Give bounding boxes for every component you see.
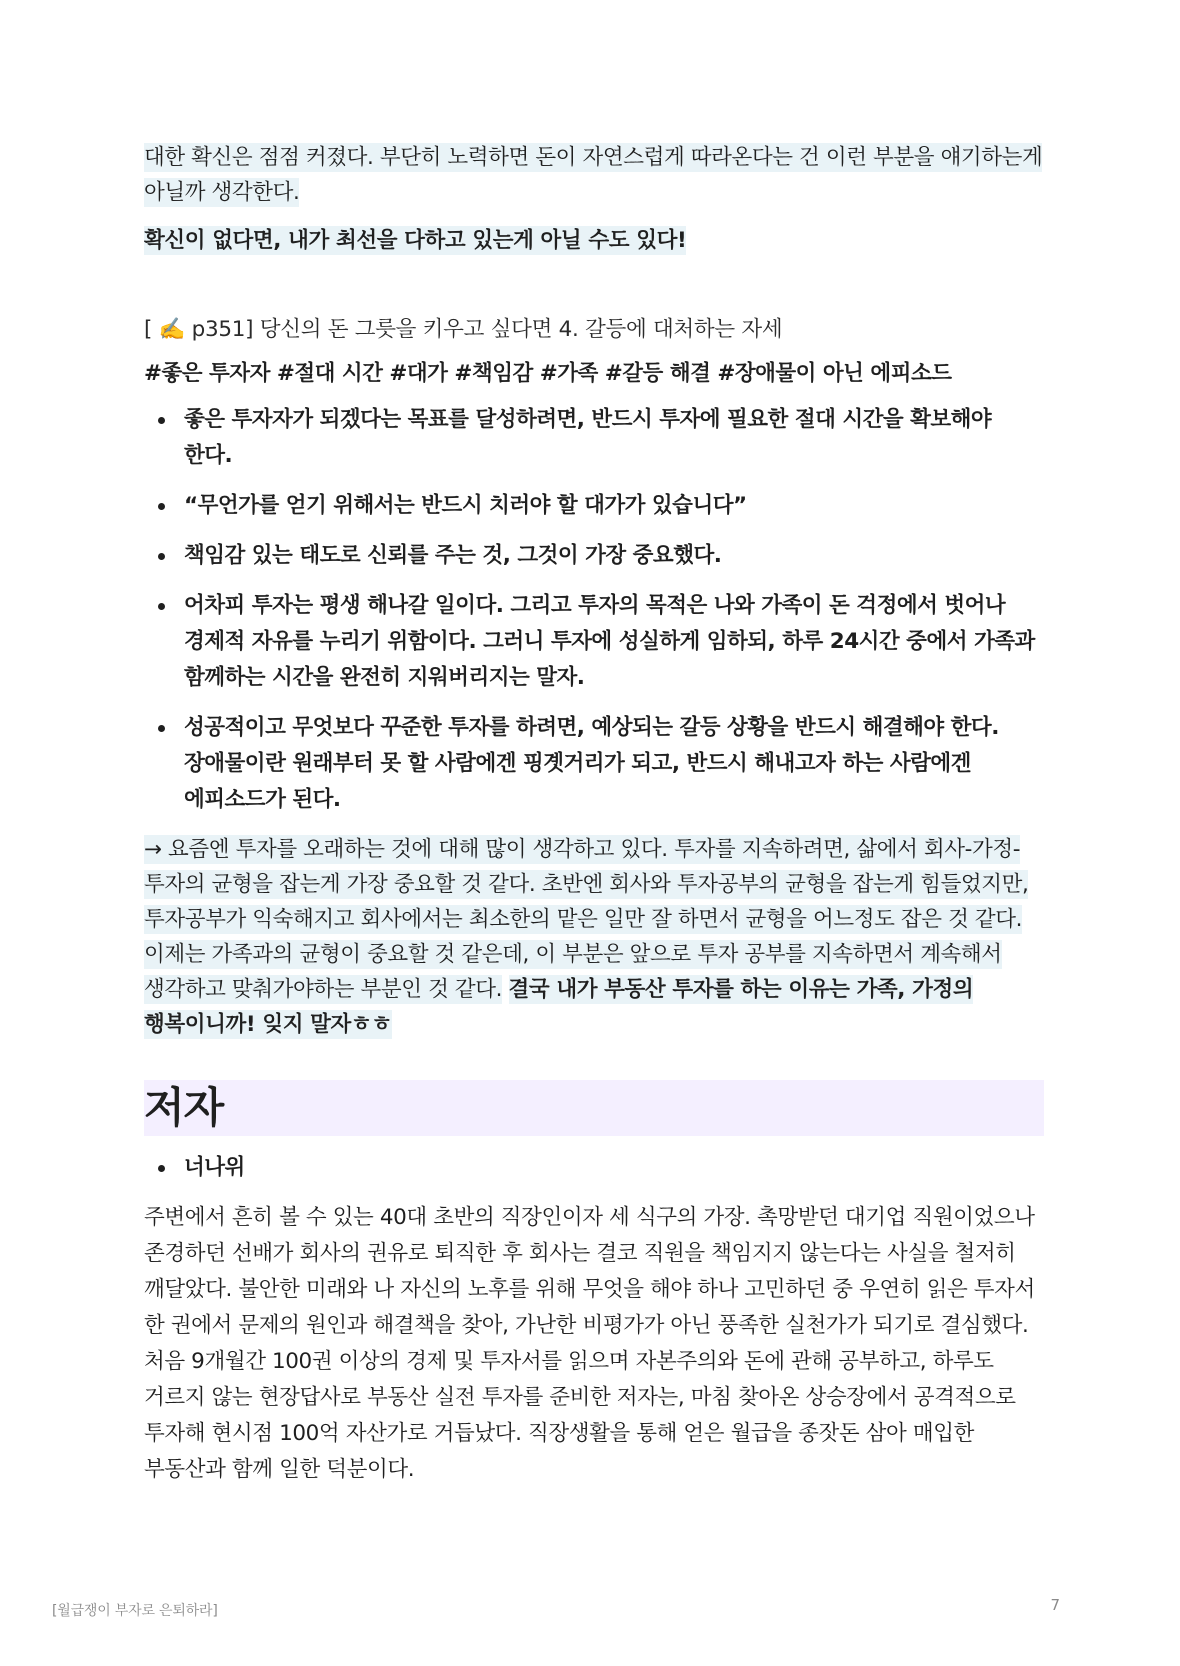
hashtags: #좋은 투자자 #절대 시간 #대가 #책임감 #가족 #갈등 해결 #장애물이 아닌 에피소드 xyxy=(144,361,952,386)
intro-emphasis-text: 확신이 없다면, 내가 최선을 다하고 있는게 아닐 수도 있다! xyxy=(144,228,687,253)
list-item: 성공적이고 무엇보다 꾸준한 투자를 하려면, 예상되는 갈등 상황을 반드시 해결해야 한다. 장애물이란 원래부터 못 할 사람에겐 핑곗거리가 되고, 반드시 해내고자 하는 사람에겐 에피소드가 된다. xyxy=(184,710,1044,818)
footer-page-number: 7 xyxy=(1050,1596,1060,1614)
list-item: 책임감 있는 태도로 신뢰를 주는 것, 그것이 가장 중요했다. xyxy=(184,538,1044,574)
list-item: 어차피 투자는 평생 해나갈 일이다. 그리고 투자의 목적은 나와 가족이 돈 걱정에서 벗어나 경제적 자유를 누리기 위함이다. 그러니 투자에 성실하게 임하되, 하루 24시간 중에서 가족과 함께하는 시간을 완전히 지워버리지는 말자. xyxy=(184,588,1044,696)
writing-hand-icon: ✍️ xyxy=(158,317,186,342)
bracket-open: [ xyxy=(144,317,153,342)
page-ref: p351] xyxy=(191,317,254,342)
quote-title: 당신의 돈 그릇을 키우고 싶다면 4. 갈등에 대처하는 자세 xyxy=(259,317,783,342)
intro-paragraph xyxy=(144,140,1044,210)
author-bio: 주변에서 흔히 볼 수 있는 40대 초반의 직장인이자 세 식구의 가장. 촉망받던 대기업 직원이었으나 존경하던 선배가 회사의 권유로 퇴직한 후 회사는 결코 직원을 책임지지 않는다는 사실을 철저히 깨달았다. 불안한 미래와 나 자신의 노후를 위해 무엇을 해야 하나 고민하던 중 우연히 읽은 투자서 한 권에서 문제의 원인과 해결책을 찾아, 가난한 비평가가 아닌 풍족한 실천가가 되기로 결심했다. 처음 9개월간 100권 이상의 경제 및 투자서를 읽으며 자본주의와 돈에 관해 공부하고, 하루도 거르지 않는 현장답사로 부동산 실전 투자를 준비한 저자는, 마침 찾아온 상승장에서 공격적으로 투자해 현시점 100억 자산가로 거듭났다. 직장생활을 통해 얻은 월급을 종잣돈 삼아 매입한 부동산과 함께 일한 덕분이다. xyxy=(144,1205,1035,1482)
quote-bullet-list xyxy=(144,402,1044,818)
page-content xyxy=(144,140,1044,1488)
intro-emphasis xyxy=(144,223,1044,258)
reflection-paragraph xyxy=(144,832,1044,1042)
list-item: “무언가를 얻기 위해서는 반드시 치러야 할 대가가 있습니다” xyxy=(184,488,1044,524)
intro-text: 대한 확신은 점점 커졌다. 부단히 노력하면 돈이 자연스럽게 따라온다는 건 이런 부분을 얘기하는게 아닐까 생각한다. xyxy=(144,145,1043,205)
author-heading: 저자 xyxy=(144,1080,1044,1136)
author-name: 너나위 xyxy=(184,1150,1044,1186)
quote-reference xyxy=(144,314,1044,346)
list-item: 좋은 투자자가 되겠다는 목표를 달성하려면, 반드시 투자에 필요한 절대 시간을 확보해야 한다. xyxy=(184,402,1044,474)
footer-book-title: [월급쟁이 부자로 은퇴하라] xyxy=(52,1603,218,1619)
reflection-bold-text: 결국 내가 부동산 투자를 하는 이유는 가족, 가정의 행복이니까! 잊지 말자ㅎㅎ xyxy=(144,977,974,1037)
author-list xyxy=(144,1150,1044,1186)
reflection-text: → 요즘엔 투자를 오래하는 것에 대해 많이 생각하고 있다. 투자를 지속하려면, 삶에서 회사-가정-투자의 균형을 잡는게 가장 중요할 것 같다. 초반엔 회사와 투자공부의 균형을 잡는게 힘들었지만, 투자공부가 익숙해지고 회사에서는 최소한의 맡은 일만 잘 하면서 균형을 어느정도 잡은 것 같다. 이제는 가족과의 균형이 중요할 것 같은데, 이 부분은 앞으로 투자 공부를 지속하면서 계속해서 생각하고 맞춰가야하는 부분인 것 같다. xyxy=(144,837,1029,1002)
